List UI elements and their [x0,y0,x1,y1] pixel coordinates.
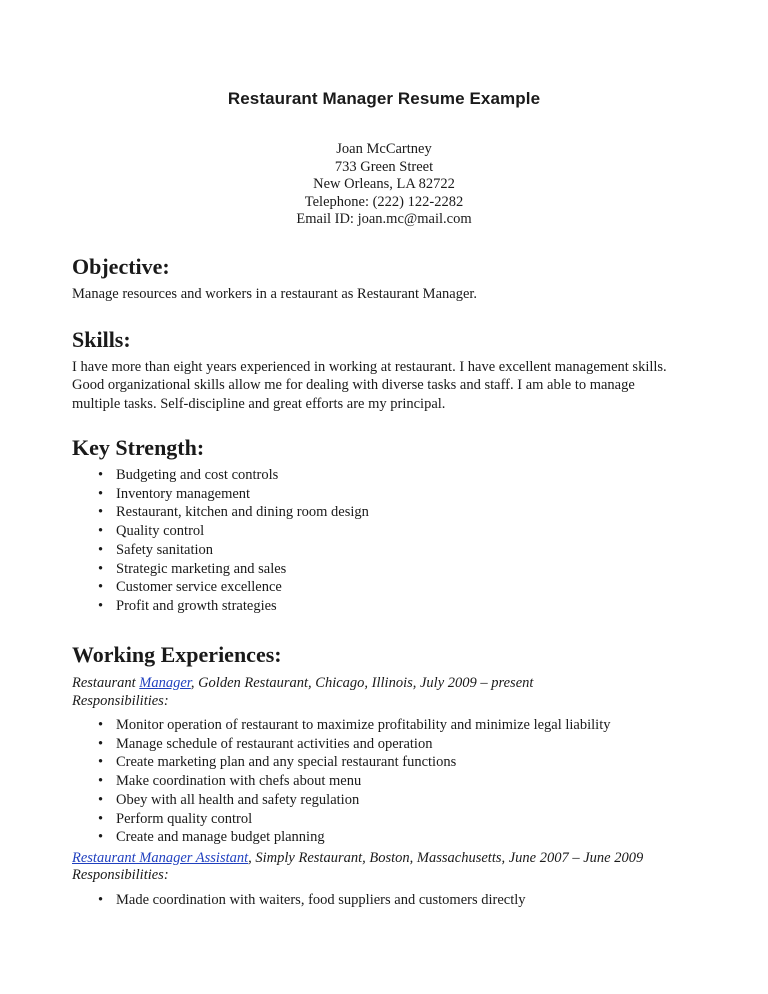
objective-heading: Objective: [72,254,170,279]
bullet-icon: • [98,735,104,752]
skills-line: I have more than eight years experienced in working at restaurant. I have excellent management skills. [72,359,667,375]
list-item: • Restaurant, kitchen and dining room design [98,504,369,521]
bullet-icon: • [98,810,104,827]
bullet-icon: • [98,891,104,908]
bullet-icon: • [98,485,104,502]
list-item: • Customer service excellence [98,579,282,596]
bullet-icon: • [98,467,104,483]
responsibilities-label: Responsibilities: [72,867,169,884]
document-title: Restaurant Manager Resume Example [227,89,541,108]
bullet-icon: • [98,791,104,808]
list-item: • Safety sanitation [98,541,214,558]
skills-line: Good organizational skills allow me for dealing with diverse tasks and staff. I am able to manage [72,377,635,394]
list-item: • Strategic marketing and sales [98,560,287,577]
list-item: • Create marketing plan and any special restaurant functions [98,754,457,771]
list-item: • Quality control [98,523,205,540]
responsibilities-list [72,716,702,847]
list-item: • Inventory management [98,485,251,502]
list-item: • Make coordination with chefs about menu [98,773,362,790]
list-item: • Create and manage budget planning [98,829,325,846]
list-item: • Profit and growth strategies [98,597,277,614]
bullet-icon: • [98,773,104,790]
bullet-icon: • [98,597,104,614]
key-strength-heading: Key Strength: [72,435,205,460]
job-title-line: Restaurant Manager Assistant, Simply Restaurant, Boston, Massachusetts, June 2007 – June 2009 [72,849,644,866]
bullet-icon: • [98,829,104,846]
skills-section [72,327,702,413]
list-item: • Made coordination with waiters, food suppliers and customers directly [98,891,526,908]
objective-section [72,254,702,303]
contact-street: 733 Green Street [334,158,434,175]
bullet-icon: • [98,504,104,521]
list-item: • Obey with all health and safety regulation [98,791,360,808]
contact-name: Joan McCartney [336,141,432,157]
bullet-icon: • [98,579,104,596]
bullet-icon: • [98,523,104,540]
skills-line: multiple tasks. Self-discipline and great efforts are my principal. [72,395,446,412]
list-item: • Perform quality control [98,810,253,827]
bullet-icon: • [98,560,104,577]
contact-block [0,141,768,229]
job-entry [72,850,702,910]
list-item: • Manage schedule of restaurant activities and operation [98,735,433,752]
job-title-link[interactable]: Manager [139,675,191,691]
experience-heading: Working Experiences: [72,642,282,667]
skills-heading: Skills: [72,327,131,352]
key-strength-section [72,435,702,616]
list-item: • Monitor operation of restaurant to maximize profitability and minimize legal liability [98,717,611,733]
list-item: • Budgeting and cost controls [98,467,279,483]
job-title-link[interactable]: Restaurant Manager Assistant [72,849,249,866]
responsibilities-list [72,891,702,910]
contact-email: Email ID: joan.mc@mail.com [296,211,472,227]
contact-telephone: Telephone: (222) 122-2282 [304,193,464,210]
bullet-icon: • [98,717,104,733]
job-title-line: Restaurant Manager, Golden Restaurant, Chicago, Illinois, July 2009 – present [72,675,534,691]
bullet-icon: • [98,754,104,771]
key-strength-list [72,466,702,616]
responsibilities-label: Responsibilities: [72,692,169,709]
bullet-icon: • [98,541,104,558]
objective-text: Manage resources and workers in a restaurant as Restaurant Manager. [72,286,478,302]
contact-city: New Orleans, LA 82722 [313,176,455,192]
job-entry [72,675,702,847]
experience-section [72,642,702,910]
